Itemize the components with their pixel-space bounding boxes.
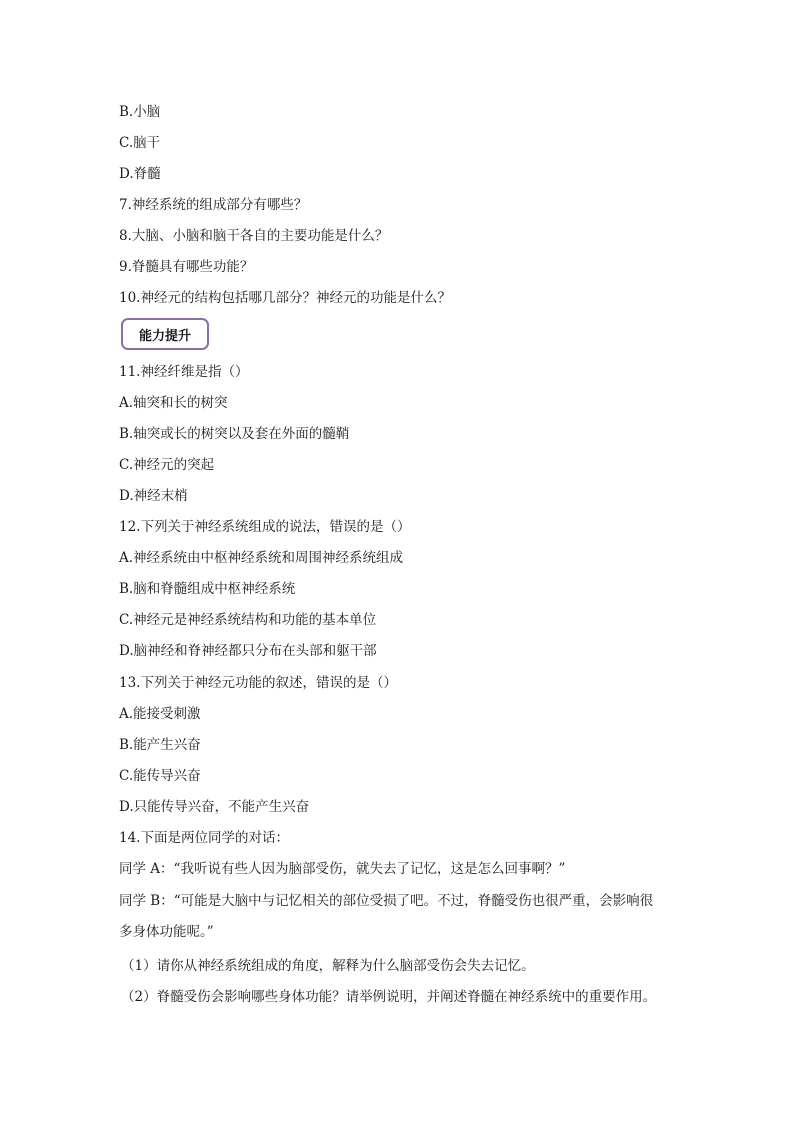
dialogue-student-a: 同学 A：“我听说有些人因为脑部受伤，就失去了记忆，这是怎么回事啊？”	[119, 861, 566, 877]
question-12-option-a: A.神经系统由中枢神经系统和周围神经系统组成	[119, 550, 404, 566]
option-b-cerebellum: B.小脑	[119, 104, 161, 120]
question-9: 9.脊髓具有哪些功能？	[119, 259, 254, 275]
question-12-option-b: B.脑和脊髓组成中枢神经系统	[119, 581, 296, 597]
question-11-stem: 11.神经纤维是指（）	[119, 364, 249, 380]
question-12-option-c: C.神经元是神经系统结构和功能的基本单位	[119, 612, 377, 628]
question-14-stem: 14.下面是两位同学的对话：	[119, 830, 289, 846]
question-14-sub2: （2）脊髓受伤会影响哪些身体功能？请举例说明，并阐述脊髓在神经系统中的重要作用。	[121, 989, 657, 1005]
question-13-option-b: B.能产生兴奋	[119, 737, 201, 753]
question-7: 7.神经系统的组成部分有哪些？	[119, 197, 308, 213]
dialogue-student-b-line2: 多身体功能呢。”	[119, 924, 214, 940]
question-13-option-c: C.能传导兴奋	[119, 768, 201, 784]
dialogue-student-b-line1: 同学 B：“可能是大脑中与记忆相关的部位受损了吧。不过，脊髓受伤也很严重，会影响很	[119, 893, 654, 909]
question-12-stem: 12.下列关于神经系统组成的说法，错误的是（）	[119, 519, 411, 535]
question-11-option-d: D.神经末梢	[119, 488, 188, 504]
question-10: 10.神经元的结构包括哪几部分？神经元的功能是什么？	[119, 290, 451, 306]
section-badge-ability: 能力提升	[121, 318, 209, 350]
question-11-option-a: A.轴突和长的树突	[119, 395, 228, 411]
question-11-option-b: B.轴突或长的树突以及套在外面的髓鞘	[119, 426, 350, 442]
question-13-stem: 13.下列关于神经元功能的叙述，错误的是（）	[119, 675, 397, 691]
question-13-option-d: D.只能传导兴奋，不能产生兴奋	[119, 799, 310, 815]
question-14-sub1: （1）请你从神经系统组成的角度，解释为什么脑部受伤会失去记忆。	[121, 958, 535, 974]
question-8: 8.大脑、小脑和脑干各自的主要功能是什么？	[119, 228, 389, 244]
question-12-option-d: D.脑神经和脊神经都只分布在头部和躯干部	[119, 643, 377, 659]
question-11-option-c: C.神经元的突起	[119, 457, 215, 473]
question-13-option-a: A.能接受刺激	[119, 706, 201, 722]
option-d-spinal-cord: D.脊髓	[119, 166, 161, 182]
option-c-brainstem: C.脑干	[119, 135, 161, 151]
